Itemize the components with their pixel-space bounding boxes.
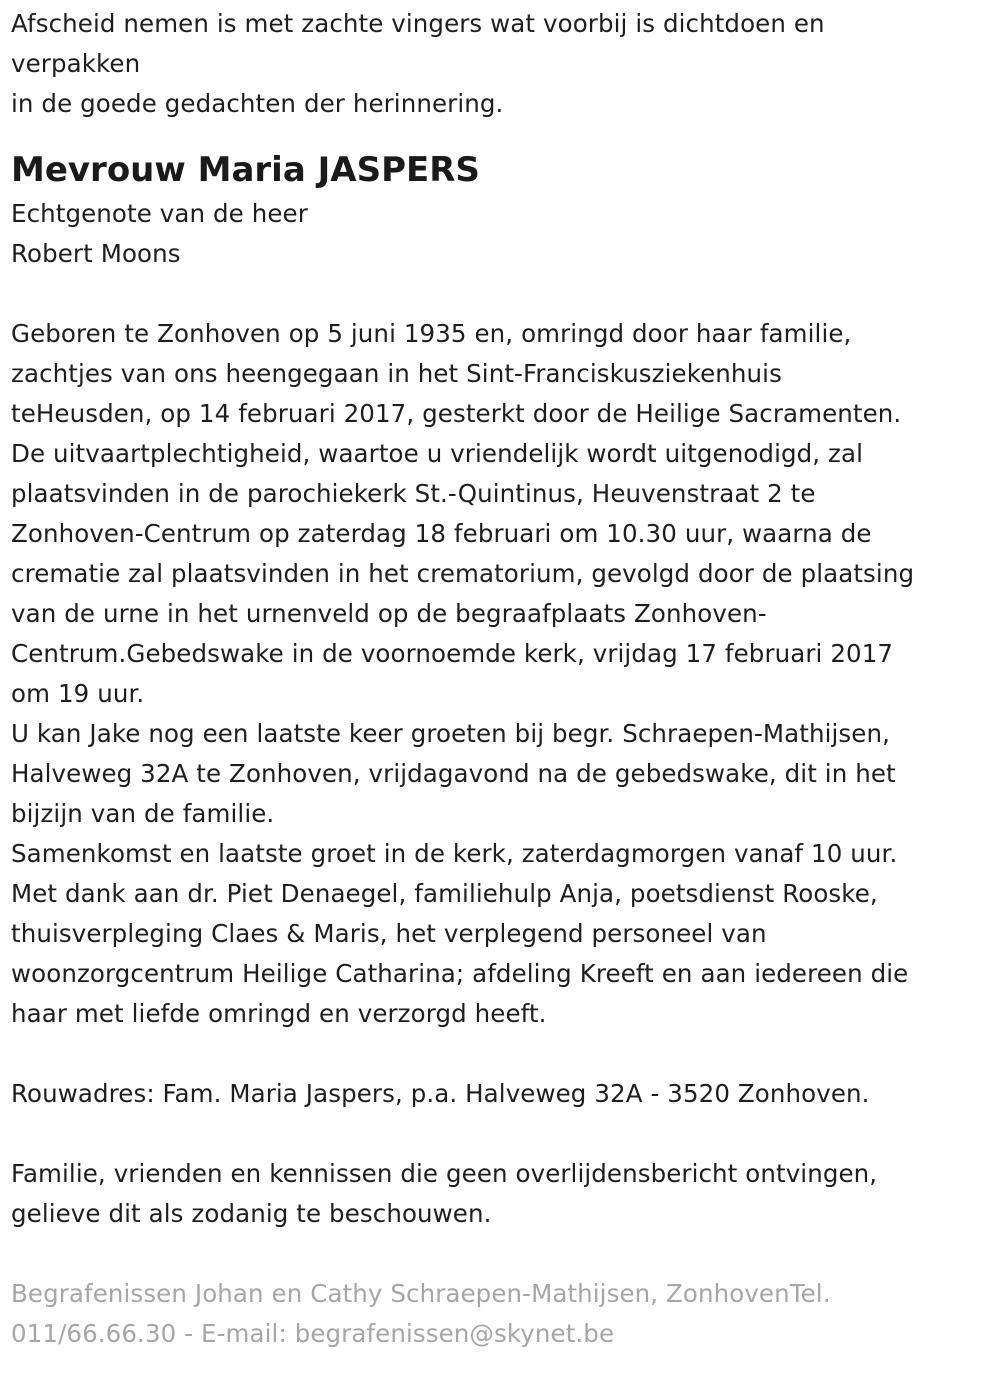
- announcement-line: Centrum.Gebedswake in de voornoemde kerk, vrijdag 17 februari 2017: [11, 639, 894, 668]
- announcement-line: bijzijn van de familie.: [11, 799, 275, 828]
- motto-verse: [11, 4, 996, 124]
- announcement-line: crematie zal plaatsvinden in het crematorium, gevolgd door de plaatsing: [11, 559, 915, 588]
- announcement-line: zachtjes van ons heengegaan in het Sint-Franciskusziekenhuis: [11, 359, 782, 388]
- spacer: [11, 274, 996, 314]
- announcement-body: [11, 314, 996, 1034]
- spacer: [11, 1034, 996, 1074]
- obituary-notice: [11, 4, 996, 1354]
- announcement-line: woonzorgcentrum Heilige Catharina; afdeling Kreeft en aan iedereen die: [11, 959, 909, 988]
- spacer: [11, 1114, 996, 1154]
- relation-block: [11, 194, 996, 274]
- mourning-address: Rouwadres: Fam. Maria Jaspers, p.a. Halveweg 32A - 3520 Zonhoven.: [11, 1079, 870, 1108]
- announcement-line: Geboren te Zonhoven op 5 juni 1935 en, omringd door haar familie,: [11, 319, 852, 348]
- footer-line: 011/66.66.30 - E-mail: begrafenissen@skynet.be: [11, 1319, 615, 1348]
- announcement-line: van de urne in het urnenveld op de begraafplaats Zonhoven-: [11, 599, 767, 628]
- announcement-line: De uitvaartplechtigheid, waartoe u vriendelijk wordt uitgenodigd, zal: [11, 439, 864, 468]
- spacer: [11, 1234, 996, 1274]
- motto-line: Afscheid nemen is met zachte vingers wat voorbij is dichtdoen en: [11, 9, 825, 38]
- announcement-line: U kan Jake nog een laatste keer groeten bij begr. Schraepen-Mathijsen,: [11, 719, 890, 748]
- deceased-name: Mevrouw Maria JASPERS: [11, 150, 480, 190]
- announcement-line: teHeusden, op 14 februari 2017, gesterkt door de Heilige Sacramenten.: [11, 399, 902, 428]
- notice-line: Familie, vrienden en kennissen die geen overlijdensbericht ontvingen,: [11, 1159, 878, 1188]
- motto-line: verpakken: [11, 49, 141, 78]
- relation-line: Echtgenote van de heer: [11, 199, 308, 228]
- announcement-line: om 19 uur.: [11, 679, 145, 708]
- announcement-line: plaatsvinden in de parochiekerk St.-Quintinus, Heuvenstraat 2 te: [11, 479, 816, 508]
- relation-line: Robert Moons: [11, 239, 181, 268]
- funeral-home-footer: [11, 1274, 996, 1354]
- announcement-line: thuisverpleging Claes & Maris, het verplegend personeel van: [11, 919, 767, 948]
- notice-block: [11, 1154, 996, 1234]
- announcement-line: Samenkomst en laatste groet in de kerk, zaterdagmorgen vanaf 10 uur.: [11, 839, 898, 868]
- footer-line: Begrafenissen Johan en Cathy Schraepen-Mathijsen, ZonhovenTel.: [11, 1279, 831, 1308]
- announcement-line: Halveweg 32A te Zonhoven, vrijdagavond na de gebedswake, dit in het: [11, 759, 896, 788]
- announcement-line: haar met liefde omringd en verzorgd heeft.: [11, 999, 547, 1028]
- announcement-line: Met dank aan dr. Piet Denaegel, familiehulp Anja, poetsdienst Rooske,: [11, 879, 878, 908]
- motto-line: in de goede gedachten der herinnering.: [11, 89, 504, 118]
- notice-line: gelieve dit als zodanig te beschouwen.: [11, 1199, 492, 1228]
- announcement-line: Zonhoven-Centrum op zaterdag 18 februari om 10.30 uur, waarna de: [11, 519, 872, 548]
